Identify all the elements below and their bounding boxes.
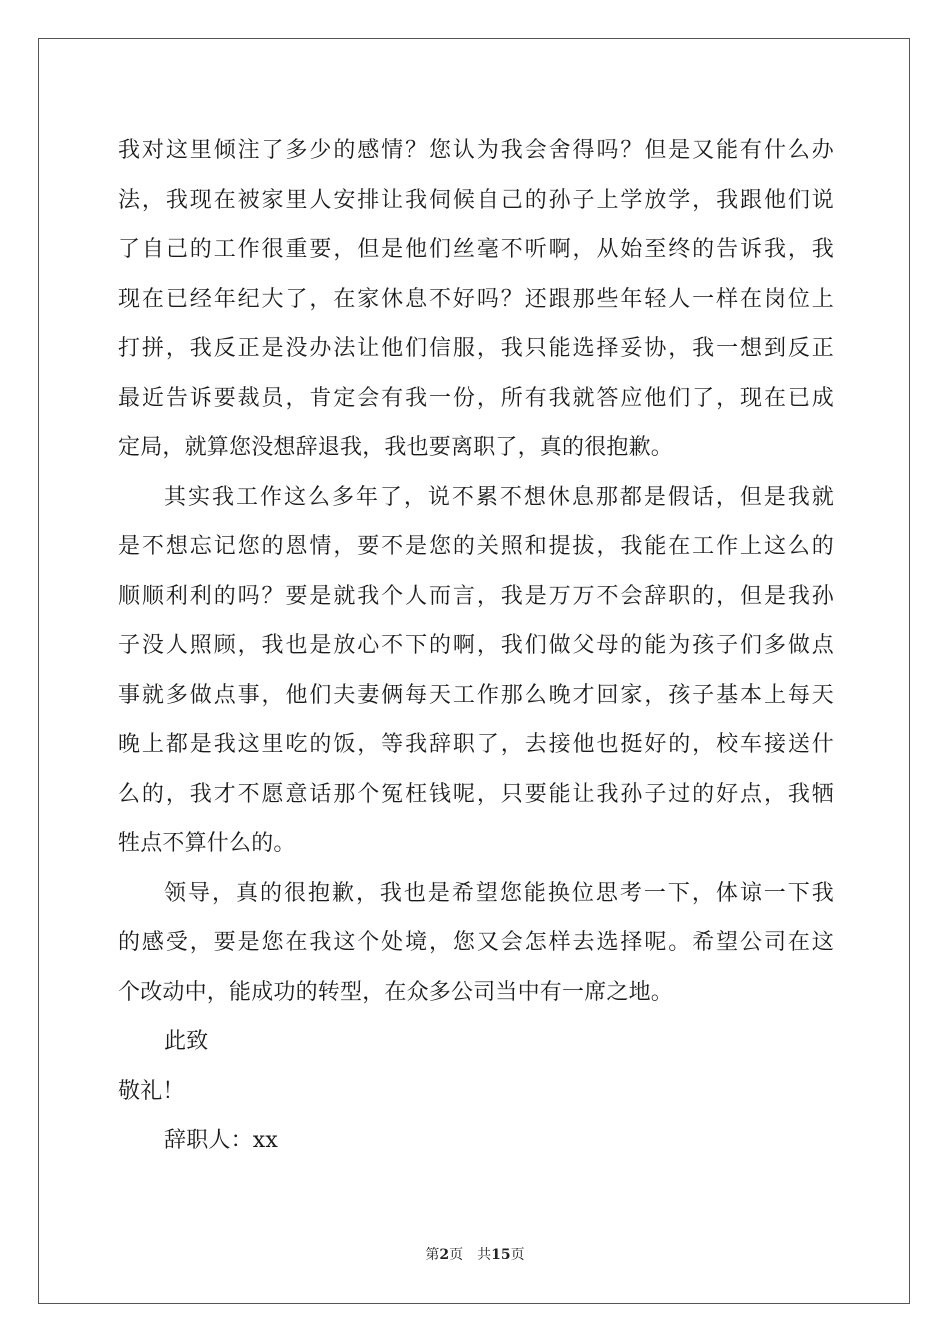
text-line: 顺顺利利的吗？要是就我个人而言，我是万万不会辞职的，但是我孙	[118, 583, 834, 609]
text-line: 领导，真的很抱歉，我也是希望您能换位思考一下，体谅一下我	[164, 880, 834, 906]
text-line: 我对这里倾注了多少的感情？您认为我会舍得吗？但是又能有什么办	[118, 138, 834, 163]
text-line: 的感受，要是您在我这个处境，您又会怎样去选择呢。希望公司在这	[118, 930, 834, 955]
text-line: 现在已经年纪大了，在家休息不好吗？还跟那些年轻人一样在岗位上	[118, 286, 834, 312]
text-line: 法，我现在被家里人安排让我伺候自己的孙子上学放学，我跟他们说	[118, 187, 834, 213]
text-line: 事就多做点事，他们夫妻俩每天工作那么晚才回家，孩子基本上每天	[118, 682, 834, 708]
total-pages-number: 15	[491, 1247, 511, 1263]
text-line: 其实我工作这么多年了，说不累不想休息那都是假话，但是我就	[164, 484, 834, 510]
signature: 辞职人：xx	[164, 1128, 279, 1153]
text-line: 最近告诉要裁员，肯定会有我一份，所有我就答应他们了，现在已成	[118, 385, 834, 411]
footer-mid: 页 共	[449, 1247, 492, 1263]
text-line: 定局，就算您没想辞退我，我也要离职了，真的很抱歉。	[118, 435, 674, 460]
letter-body	[118, 126, 834, 1166]
regards: 敬礼！	[118, 1078, 185, 1104]
page-footer	[0, 1244, 950, 1264]
text-line: 个改动中，能成功的转型，在众多公司当中有一席之地。	[118, 979, 674, 1005]
text-line: 晚上都是我这里吃的饭，等我辞职了，去接他也挺好的，校车接送什	[118, 732, 834, 757]
text-line: 子没人照顾，我也是放心不下的啊，我们做父母的能为孩子们多做点	[118, 633, 834, 658]
text-line: 打拼，我反正是没办法让他们信服，我只能选择妥协，我一想到反正	[118, 336, 834, 361]
text-line: 是不想忘记您的恩情，要不是您的关照和提拔，我能在工作上这么的	[118, 534, 834, 559]
current-page-number: 2	[439, 1247, 450, 1263]
text-line: 牲点不算什么的。	[118, 831, 296, 856]
footer-prefix: 第	[425, 1247, 440, 1263]
text-line: 么的，我才不愿意话那个冤枉钱呢，只要能让我孙子过的好点，我牺	[118, 781, 834, 807]
text-line: 了自己的工作很重要，但是他们丝毫不听啊，从始至终的告诉我，我	[118, 237, 834, 262]
footer-suffix: 页	[510, 1247, 525, 1263]
salutation: 此致	[164, 1029, 209, 1054]
